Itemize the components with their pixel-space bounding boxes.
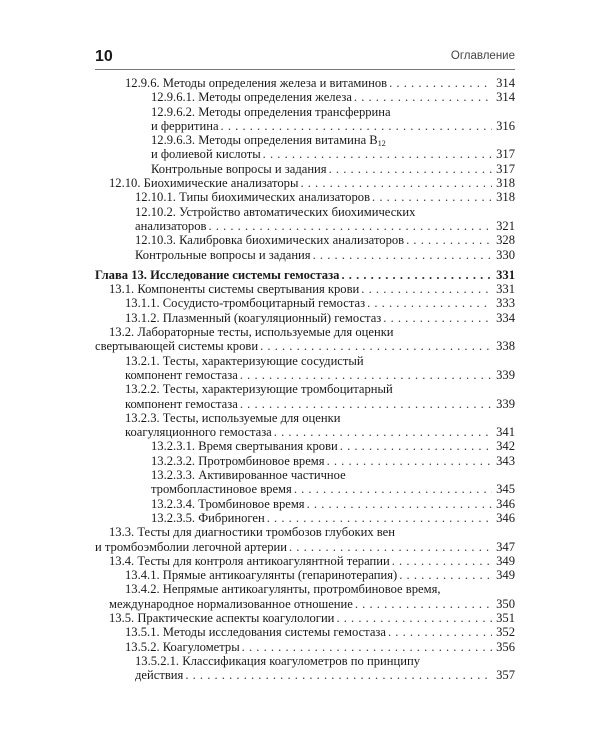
toc-entry-title: 12.10.3. Калибровка биохимических анализаторов	[135, 233, 405, 248]
leader-dots	[388, 625, 492, 639]
toc-entry[interactable]	[95, 176, 515, 190]
toc-entry-title: свертывающей системы крови	[95, 339, 259, 354]
toc-entry-title: компонент гемостаза	[125, 396, 238, 411]
leader-dots	[336, 611, 492, 625]
toc-entry-title: 12.9.6. Методы определения железа и витаминов	[125, 76, 388, 90]
leader-dots	[267, 511, 492, 525]
leader-dots	[399, 568, 492, 582]
toc-page-number: 314	[496, 90, 515, 105]
toc-page-number: 338	[496, 339, 515, 354]
toc-entry[interactable]	[95, 625, 515, 639]
toc-entry-line[interactable]: 13.2.2. Тесты, характеризующие тромбоцитарный	[125, 382, 393, 397]
leader-dots	[367, 296, 492, 310]
toc-entry-title: 13.5. Практические аспекты коагулологии	[109, 610, 335, 625]
leader-dots	[221, 119, 492, 133]
leader-dots	[307, 497, 492, 511]
toc-page-number: 316	[496, 118, 515, 133]
toc-page-number: 317	[496, 147, 515, 162]
toc-entry-title: 12.9.6.1. Методы определения железа	[151, 90, 352, 105]
leader-dots	[263, 147, 492, 161]
leader-dots	[313, 248, 492, 262]
toc-entry-title: международное нормализованное отношение	[109, 596, 353, 611]
toc-entry[interactable]	[95, 540, 515, 554]
leader-dots	[289, 540, 492, 554]
leader-dots	[260, 339, 492, 353]
toc-entry[interactable]	[95, 554, 515, 568]
toc-entry-line[interactable]	[95, 133, 515, 147]
leader-dots	[274, 425, 492, 439]
toc-entry[interactable]	[95, 76, 515, 90]
leader-dots	[392, 554, 492, 568]
leader-dots	[389, 76, 492, 90]
toc-entry[interactable]	[95, 368, 515, 382]
toc-entry-title: коагуляционного гемостаза	[125, 425, 272, 440]
toc-entry-title: 13.4.1. Прямые антикоагулянты (гепаринотерапия)	[125, 568, 398, 583]
toc-entry[interactable]	[95, 190, 515, 204]
toc-entry-title: и фолиевой кислоты	[151, 147, 261, 162]
toc-entry[interactable]	[95, 219, 515, 233]
toc-page-number: 345	[496, 482, 515, 497]
toc-entry-line[interactable]: 13.4.2. Непрямые антикоагулянты, протромбиновое время,	[125, 582, 441, 597]
toc-page-number: 318	[496, 176, 515, 191]
toc-entry-line[interactable]: 13.2. Лабораторные тесты, используемые для оценки	[109, 325, 394, 340]
toc-entry-title: тромбопластиновое время	[151, 482, 292, 497]
toc-page-number: 331	[496, 282, 515, 297]
leader-dots	[240, 397, 492, 411]
toc-entry[interactable]	[95, 339, 515, 353]
toc-entry-line[interactable]: 13.3. Тесты для диагностики тромбозов глубоких вен	[109, 525, 396, 540]
page-header	[95, 48, 515, 70]
toc-entry-title: 13.2.3.2. Протромбиновое время	[151, 453, 325, 468]
toc-page-number: 357	[496, 668, 515, 683]
toc-page-number: 352	[496, 625, 515, 640]
toc-page-number: 346	[496, 510, 515, 525]
toc-chapter-entry[interactable]	[95, 268, 515, 282]
leader-dots	[208, 219, 492, 233]
toc-entry-title: 13.5.2. Коагулометры	[125, 639, 240, 654]
toc-entry-title: компонент гемостаза	[125, 367, 238, 382]
toc-entry[interactable]	[95, 397, 515, 411]
toc-entry[interactable]	[95, 454, 515, 468]
leader-dots	[185, 668, 492, 682]
toc-entry[interactable]	[95, 90, 515, 104]
toc-entry-title: 13.2.3.5. Фибриноген	[151, 510, 265, 525]
leader-dots	[300, 176, 492, 190]
toc-entry-title: Глава 13. Исследование системы гемостаза	[95, 267, 340, 282]
toc-entry[interactable]	[95, 597, 515, 611]
toc-page-number: 333	[496, 296, 515, 311]
leader-dots	[341, 268, 492, 282]
toc-entry[interactable]	[95, 611, 515, 625]
toc-entry[interactable]	[95, 147, 515, 161]
toc-page-number: 321	[496, 218, 515, 233]
toc-page-number: 339	[496, 396, 515, 411]
page-number: 10	[95, 48, 113, 65]
leader-dots	[327, 454, 492, 468]
running-head-title: Оглавление	[450, 50, 515, 62]
toc-entry-title: и ферритина	[151, 118, 219, 133]
toc-page-number: 342	[496, 439, 515, 454]
header-rule	[95, 69, 515, 70]
toc-page-number: 317	[496, 161, 515, 176]
toc-entry[interactable]	[95, 233, 515, 247]
toc-page-number: 350	[496, 596, 515, 611]
leader-dots	[242, 640, 492, 654]
toc-page-number: 331	[496, 267, 515, 282]
leader-dots	[340, 439, 492, 453]
toc-page-number: 347	[496, 539, 515, 554]
toc-page-number: 346	[496, 496, 515, 511]
leader-dots	[354, 90, 492, 104]
subscript: 12	[377, 139, 386, 149]
toc-entry[interactable]	[95, 497, 515, 511]
toc-entry-title: Контрольные вопросы и задания	[135, 247, 311, 262]
toc-entry-line[interactable]: 13.2.1. Тесты, характеризующие сосудистый	[125, 353, 364, 368]
leader-dots	[240, 368, 492, 382]
toc-page-number: 339	[496, 367, 515, 382]
toc-entry[interactable]	[95, 439, 515, 453]
toc-entry[interactable]	[95, 640, 515, 654]
toc-page-number: 330	[496, 247, 515, 262]
toc-entry-title: 12.10. Биохимические анализаторы	[109, 176, 299, 191]
toc-entry-line[interactable]: 13.5.2.1. Классификация коагулометров по принципу	[135, 653, 420, 668]
toc-entry-title: 13.2.3.4. Тромбиновое время	[151, 496, 305, 511]
toc-entry-title: анализаторов	[135, 218, 207, 233]
leader-dots	[294, 482, 492, 496]
toc-page-number: 351	[496, 610, 515, 625]
table-of-contents	[95, 76, 515, 682]
toc-entry-title: 13.1. Компоненты системы свертывания крови	[109, 282, 360, 297]
toc-page-number: 356	[496, 639, 515, 654]
toc-entry-title: Контрольные вопросы и задания	[151, 161, 327, 176]
leader-dots	[361, 282, 492, 296]
toc-entry[interactable]	[95, 668, 515, 682]
toc-entry-line[interactable]: 13.2.3.3. Активированное частичное	[151, 468, 346, 483]
toc-page-number: 334	[496, 310, 515, 325]
toc-entry[interactable]	[95, 162, 515, 176]
toc-page-number: 318	[496, 190, 515, 205]
toc-entry[interactable]	[95, 282, 515, 296]
toc-entry-title: 13.1.1. Сосудисто-тромбоцитарный гемостаз	[125, 296, 366, 311]
toc-entry-title: и тромбоэмболии легочной артерии	[95, 539, 287, 554]
leader-dots	[406, 233, 492, 247]
toc-page-number: 341	[496, 425, 515, 440]
leader-dots	[329, 162, 492, 176]
leader-dots	[383, 311, 492, 325]
toc-entry-title: 13.2.3.1. Время свертывания крови	[151, 439, 338, 454]
toc-page-number: 349	[496, 553, 515, 568]
leader-dots	[372, 190, 492, 204]
toc-page-number: 349	[496, 568, 515, 583]
toc-page-number: 328	[496, 233, 515, 248]
toc-page-number: 343	[496, 453, 515, 468]
toc-entry[interactable]	[95, 248, 515, 262]
toc-entry[interactable]	[95, 296, 515, 310]
toc-entry[interactable]	[95, 568, 515, 582]
toc-entry[interactable]	[95, 511, 515, 525]
leader-dots	[355, 597, 492, 611]
toc-entry-title: 12.9.6.3. Методы определения витамина B	[151, 133, 378, 148]
toc-page-number: 314	[496, 76, 515, 90]
toc-entry[interactable]	[95, 311, 515, 325]
toc-entry-title: 13.5.1. Методы исследования системы гемостаза	[125, 625, 386, 640]
toc-entry-title: 13.4. Тесты для контроля антикоагулянтной терапии	[109, 553, 390, 568]
toc-entry-line[interactable]: 12.9.6.2. Методы определения трансферрина	[151, 104, 391, 119]
toc-entry-title: 12.10.1. Типы биохимических анализаторов	[135, 190, 371, 205]
toc-entry[interactable]	[95, 425, 515, 439]
toc-entry-title: действия	[135, 668, 184, 683]
toc-entry[interactable]	[95, 482, 515, 496]
toc-entry-title: 13.1.2. Плазменный (коагуляционный) гемостаз	[125, 310, 382, 325]
toc-entry-line[interactable]: 12.10.2. Устройство автоматических биохимических	[135, 204, 416, 219]
toc-entry-line[interactable]: 13.2.3. Тесты, используемые для оценки	[125, 410, 341, 425]
toc-entry[interactable]	[95, 119, 515, 133]
